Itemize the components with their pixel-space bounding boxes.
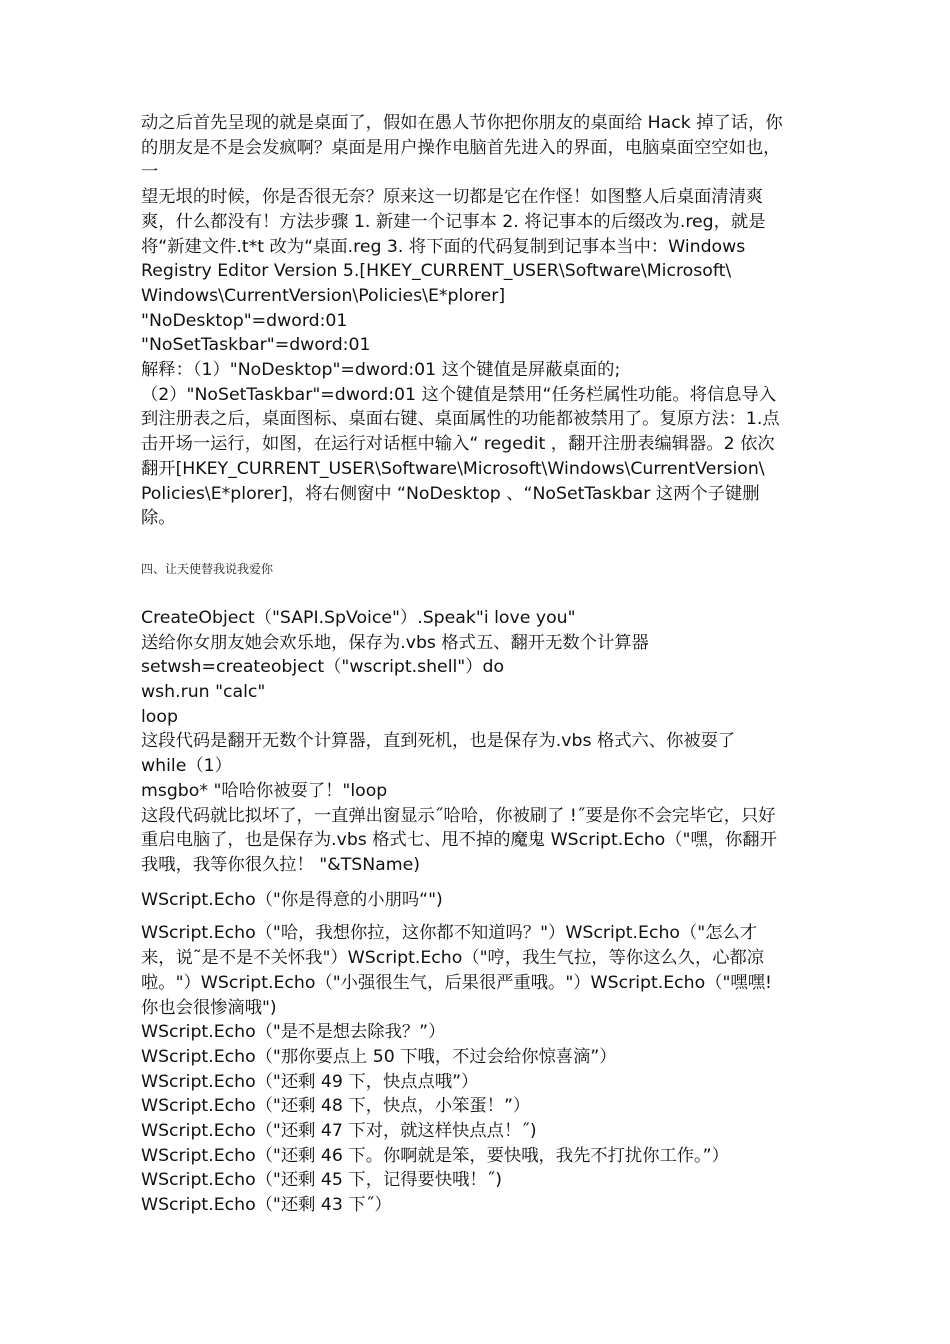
spacer	[141, 912, 821, 921]
paragraph-desktop-prank	[141, 111, 821, 531]
spacer	[141, 878, 821, 888]
text-line: 解释：（1）"NoDesktop"=dword:01 这个键值是屏蔽桌面的;	[141, 360, 621, 381]
text-line: 除。	[141, 508, 176, 529]
code-line: WScript.Echo（"还剩 43 下˝）	[141, 1195, 392, 1216]
text-line: 重启电脑了，也是保存为.vbs 格式七、甩不掉的魔鬼 WScript.Echo（"嘿，你翻开	[141, 830, 777, 851]
text-line: 翻开[HKEY_CURRENT_USER\Software\Microsoft\Windows\CurrentVersion\	[141, 458, 765, 479]
paragraph-scripts	[141, 606, 821, 878]
spacer	[141, 531, 821, 561]
text-line: 将“新建文件.t*t 改为“桌面.reg 3. 将下面的代码复制到记事本当中：Windows	[141, 236, 746, 257]
paragraph-echo-single	[141, 888, 821, 913]
code-line: loop	[141, 706, 178, 727]
text-line: 望无垠的时候，你是否很无奈？原来这一切都是它在作怪！如图整人后桌面清清爽	[141, 187, 764, 208]
code-line: "NoSetTaskbar"=dword:01	[141, 335, 371, 356]
code-line: wsh.run "calc"	[141, 682, 266, 703]
code-line: "NoDesktop"=dword:01	[141, 310, 348, 331]
text-line: 爽，什么都没有！方法步骤 1. 新建一个记事本 2. 将记事本的后缀改为.reg，就是	[141, 211, 766, 232]
code-line: 啦。"）WScript.Echo（"小强很生气，后果很严重哦。"）WScript.Echo（"嘿嘿!	[141, 972, 772, 993]
document-page	[141, 111, 821, 1218]
spacer	[141, 577, 821, 606]
text-line: 击开场一运行，如图，在运行对话框中输入“ regedit ，翻开注册表编辑器。2 依次	[141, 434, 775, 455]
code-line: setwsh=createobject（"wscript.shell"）do	[141, 657, 505, 678]
text-line: Registry Editor Version 5.[HKEY_CURRENT_USER\Software\Microsoft\	[141, 261, 732, 282]
text-line: 这段代码是翻开无数个计算器，直到死机，也是保存为.vbs 格式六、你被耍了	[141, 731, 736, 752]
text-line: 一	[141, 162, 159, 183]
code-line: 来，说˜是不是不关怀我"）WScript.Echo（"哼，我生气拉，等你这么久，心都凉	[141, 948, 765, 969]
text-line: 到注册表之后，桌面图标、桌面右键、桌面属性的功能都被禁用了。复原方法：1.点	[141, 409, 780, 430]
code-line: WScript.Echo（"你是得意的小朋吗“")	[141, 889, 443, 910]
code-line: while（1）	[141, 756, 232, 777]
text-line: 送给你女朋友她会欢乐地，保存为.vbs 格式五、翻开无数个计算器	[141, 632, 649, 653]
text-line: Policies\E*plorer]，将右侧窗中 “NoDesktop 、“NoSetTaskbar 这两个子键删	[141, 483, 760, 504]
text-line: 这段代码就比拟坏了，一直弹出窗显示˝哈哈，你被刷了 !˝要是你不会完毕它，只好	[141, 805, 776, 826]
paragraph-echo-sequence	[141, 921, 821, 1217]
text-line: 我哦，我等你很久拉！ "&TSName)	[141, 854, 420, 875]
code-line: WScript.Echo（"还剩 46 下。你啊就是笨，要快哦，我先不打扰你工作。”）	[141, 1145, 729, 1166]
code-line: WScript.Echo（"是不是想去除我？”）	[141, 1022, 446, 1043]
code-line: 你也会很惨滴哦")	[141, 997, 277, 1018]
text-line: （2）"NoSetTaskbar"=dword:01 这个键值是禁用“任务栏属性功能。将信息导入	[141, 384, 777, 405]
text-line: Windows\CurrentVersion\Policies\E*plorer]	[141, 285, 506, 306]
code-line: msgbo* "哈哈你被耍了！"loop	[141, 780, 388, 801]
code-line: CreateObject（"SAPI.SpVoice"）.Speak"i love you"	[141, 607, 576, 628]
code-line: WScript.Echo（"还剩 47 下对，就这样快点点！˝)	[141, 1121, 537, 1142]
text-line: 动之后首先呈现的就是桌面了，假如在愚人节你把你朋友的桌面给 Hack 掉了话，你	[141, 113, 783, 133]
section-heading: 四、让天使替我说我爱你	[141, 561, 274, 576]
code-line: WScript.Echo（"还剩 45 下，记得要快哦！˝)	[141, 1170, 503, 1191]
code-line: WScript.Echo（"还剩 49 下，快点点哦”）	[141, 1071, 479, 1092]
text-line: 的朋友是不是会发疯啊？桌面是用户操作电脑首先进入的界面，电脑桌面空空如也，	[141, 137, 781, 158]
code-line: WScript.Echo（"那你要点上 50 下哦，不过会给你惊喜滴”）	[141, 1046, 617, 1067]
code-line: WScript.Echo（"哈，我想你拉，这你都不知道吗？"）WScript.Echo（"怎么才	[141, 923, 758, 944]
code-line: WScript.Echo（"还剩 48 下，快点，小笨蛋！”）	[141, 1096, 531, 1117]
